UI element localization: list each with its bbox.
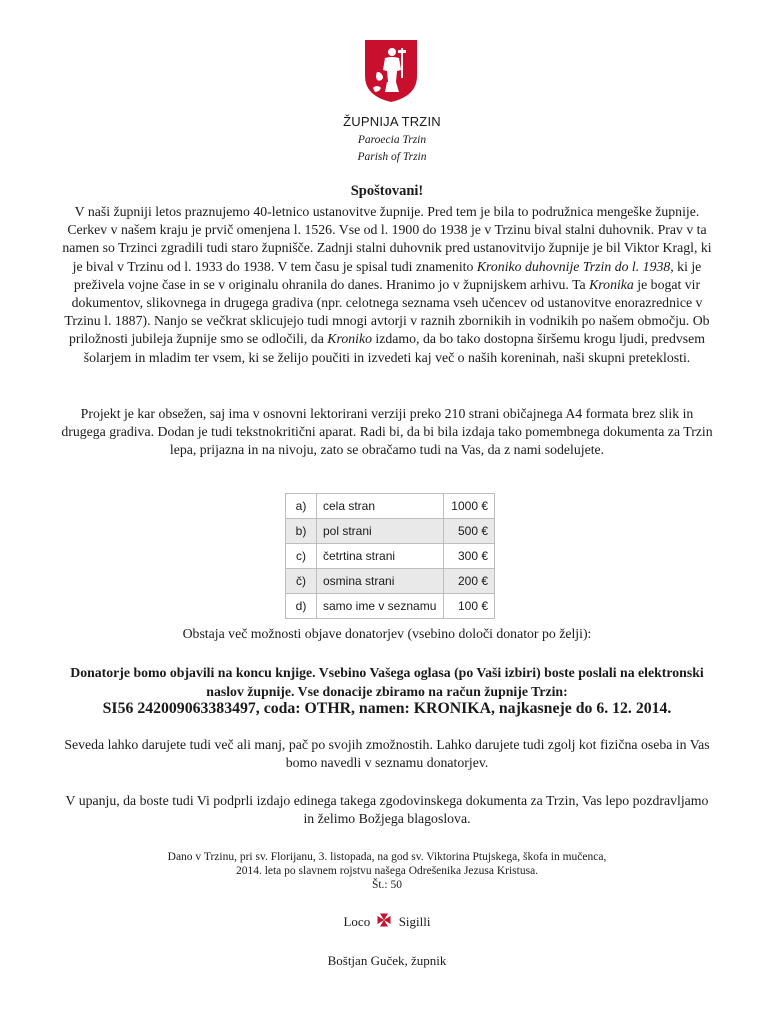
paragraph-closing: V upanju, da boste tudi Vi podprli izdajo edinega takega zgodovinskega dokumenta za Trzin, Vas lepo pozdravljamo in želimo Božjega blagoslova. [65, 793, 709, 827]
dated-line-2: 2014. leta po slavnem rojstvu našega Odrešenika Jezusa Kristusa. [235, 865, 539, 877]
option-price: 1000 € [444, 494, 495, 519]
italic-title-segment: Kronika [589, 276, 634, 292]
org-name: ŽUPNIJA TRZIN [343, 114, 441, 129]
document-number: Št.: 50 [371, 879, 403, 891]
maltese-cross-icon [377, 913, 391, 927]
option-letter: a) [286, 494, 317, 519]
org-latin-name: Paroecia Trzin [357, 134, 427, 146]
table-row [286, 594, 495, 619]
option-letter: d) [286, 594, 317, 619]
table-row [286, 519, 495, 544]
bank-account-line: SI56 242009063383497, coda: OTHR, namen: KRONIKA, najkasneje do 6. 12. 2014. [102, 700, 672, 717]
table-row [286, 569, 495, 594]
text-segment: izdamo, da bo tako dostopna širšemu krogu ljudi, predvsem šolarjem in mladim ter vsem, ki se želijo poučiti in izvedeti kaj več o naših koreninah, naši skupni preteklosti. [83, 331, 705, 365]
option-letter: b) [286, 519, 317, 544]
italic-title-segment: Kroniko duhovnije Trzin do l. 1938 [476, 258, 671, 274]
parish-coat-of-arms-icon [363, 38, 419, 104]
option-price: 200 € [444, 569, 495, 594]
paragraph-amounts: Seveda lahko darujete tudi več ali manj, pač po svojih zmožnostih. Lahko darujete tudi zgolj kot fizična oseba in Vas bomo navedli v seznamu donatorjev. [64, 737, 710, 771]
donation-info: Donatorje bomo objavili na koncu knjige. Vsebino Vašega oglasa (po Vaši izbiri) boste poslali na elektronski naslov župnije. Vse donacije zbiramo na račun župnije Trzin: [70, 665, 704, 699]
dated-line-1: Dano v Trzinu, pri sv. Florijanu, 3. listopada, na god sv. Viktorina Ptujskega, škofa in mučenca, [167, 851, 607, 863]
option-letter: c) [286, 544, 317, 569]
letter-greeting: Spoštovani! [350, 183, 424, 199]
table-row [286, 494, 495, 519]
table-row [286, 544, 495, 569]
option-label: osmina strani [317, 569, 444, 594]
signature: Boštjan Guček, župnik [327, 953, 447, 968]
option-label: samo ime v seznamu [317, 594, 444, 619]
text-segment: , ki je preživela vojne čase in se v originalu ohranila do danes. Hranimo jo v župnijskem arhivu. Ta [73, 258, 702, 292]
option-letter: č) [286, 569, 317, 594]
seal-line [0, 913, 774, 930]
org-english-name: Parish of Trzin [357, 151, 427, 163]
text-segment: V naši župniji letos praznujemo 40-letnico ustanovitve župnije. Pred tem je bila to podružnica mengeške župnije. Cerkev v našem kraju je prvič omenjena l. 1526. Vse od l. 1900 do 1938 je v Trzinu bival stalni duhovnik. Prav v ta namen so Trzinci zgradili tudi staro župnišče. Zadnji stalni duhovnik pred ustanovitvijo župnije je bil Viktor Kragl, ki je bival v Trzinu od l. 1933 do 1938. V tem času je spisal tudi znamenito [62, 204, 712, 274]
option-price: 500 € [444, 519, 495, 544]
italic-title-segment: Kroniko [327, 331, 372, 347]
seal-left-text: Loco [343, 914, 371, 929]
donation-price-table [285, 493, 495, 619]
paragraph-history [60, 203, 714, 367]
options-note: Obstaja več možnosti objave donatorjev (vsebino določi donator po želji): [182, 626, 592, 641]
option-label: cela stran [317, 494, 444, 519]
text-segment: je bogat vir dokumentov, slikovnega in drugega gradiva (npr. celotnega seznama vseh učencev od ustanovitve enorazrednice v Trzinu l. 1887). Nanjo se večkrat sklicujejo tudi mnogi avtorji v raznih zbornikih in vodnikih po našem območju. Ob priložnosti jubileja župnije smo se odločili, da [64, 276, 710, 347]
option-label: pol strani [317, 519, 444, 544]
paragraph-project: Projekt je kar obsežen, saj ima v osnovni lektorirani verziji preko 210 strani običajnega A4 formata brez slik in drugega gradiva. Dodan je tudi tekstnokritični aparat. Radi bi, da bi bila izdaja tako pomembnega dokumenta za Trzin lepa, prijazna in na nivoju, zato se obračamo tudi na Vas, da z nami sodelujete. [61, 406, 713, 458]
option-price: 100 € [444, 594, 495, 619]
option-price: 300 € [444, 544, 495, 569]
option-label: četrtina strani [317, 544, 444, 569]
seal-right-text: Sigilli [398, 914, 431, 929]
